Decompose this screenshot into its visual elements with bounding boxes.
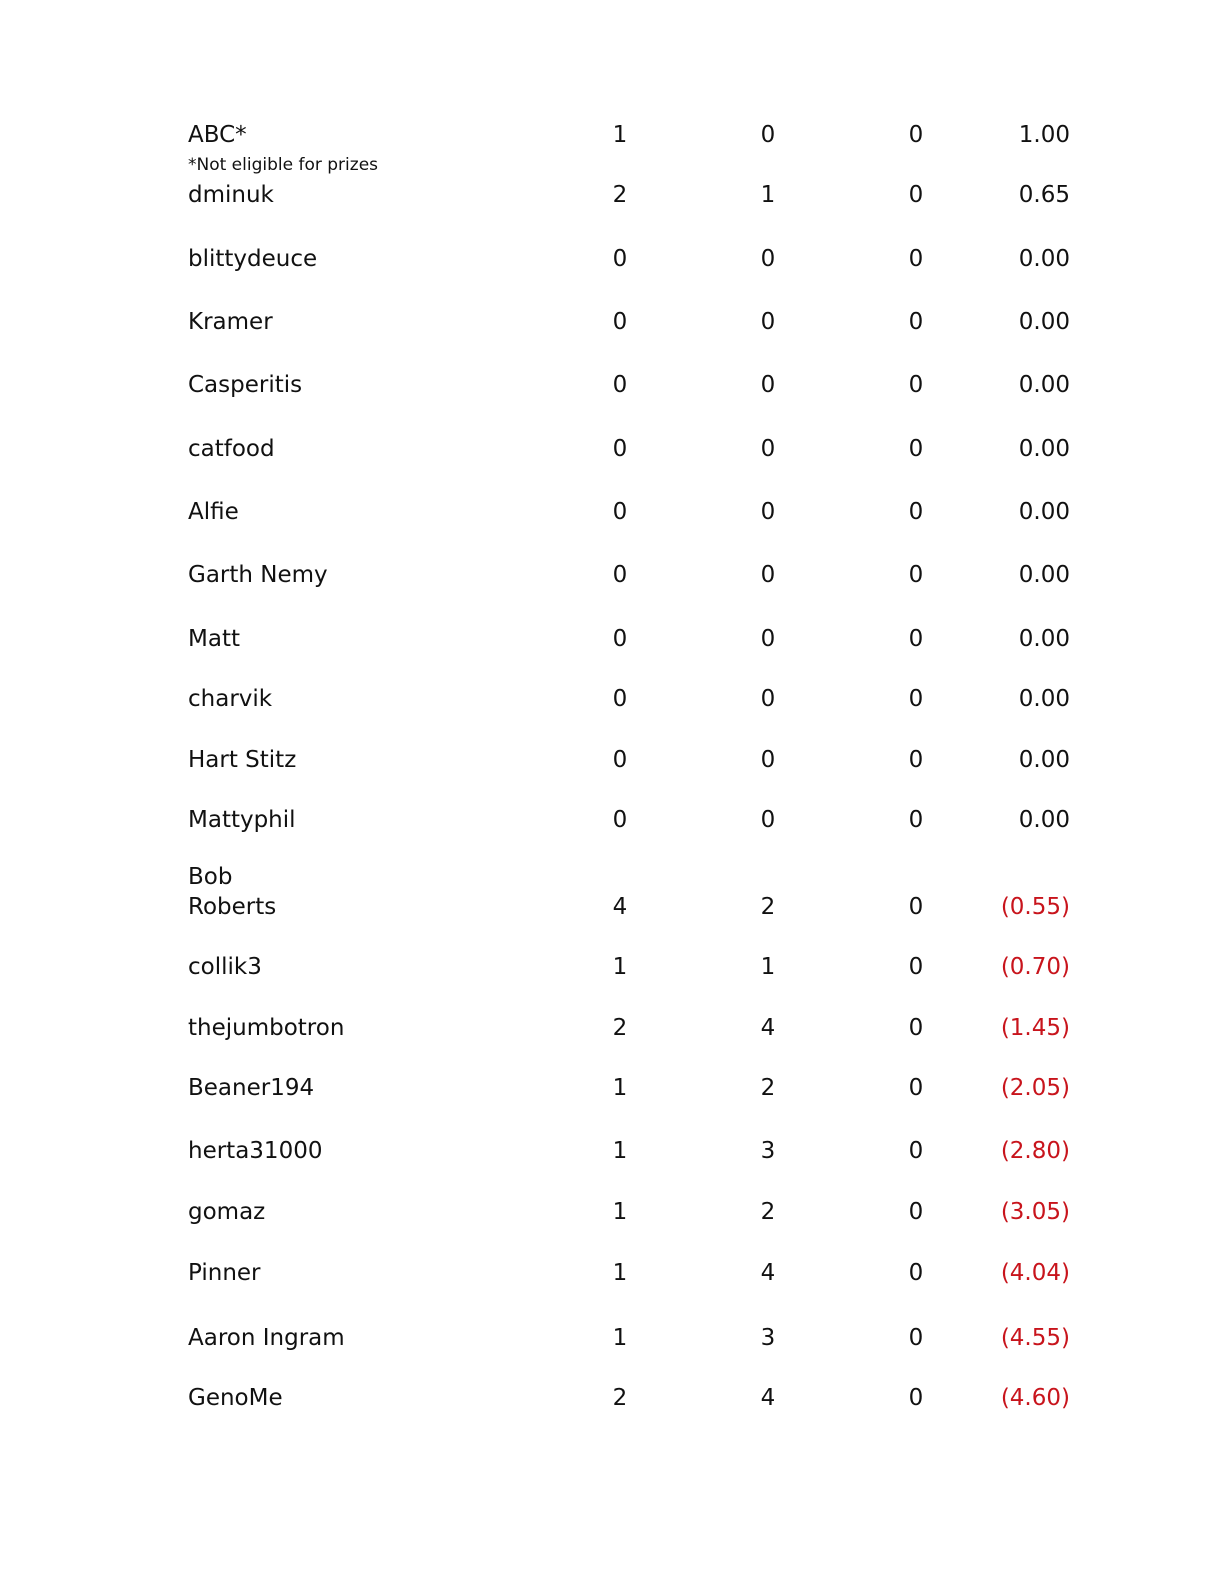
col-2-value: 4 (760, 1260, 776, 1286)
col-3-value: 0 (908, 1075, 924, 1101)
col-1-value: 0 (612, 309, 628, 335)
score-value: (1.45) (1000, 1015, 1070, 1041)
player-name: charvik (188, 686, 273, 712)
col-1-value: 1 (612, 122, 628, 148)
col-2-value: 0 (760, 436, 776, 462)
col-3-value: 0 (908, 1199, 924, 1225)
col-2-value: 0 (760, 499, 776, 525)
footnote: *Not eligible for prizes (188, 155, 379, 175)
col-3-value: 0 (908, 122, 924, 148)
col-2-value: 0 (760, 686, 776, 712)
col-3-value: 0 (908, 807, 924, 833)
table-row (0, 1378, 1224, 1418)
score-value: (4.04) (1000, 1260, 1070, 1286)
col-3-value: 0 (908, 1385, 924, 1411)
player-name: ABC* (188, 122, 247, 148)
score-value: 0.00 (1018, 686, 1070, 712)
col-2-value: 2 (760, 894, 776, 920)
player-name: Kramer (188, 309, 273, 335)
col-1-value: 2 (612, 1385, 628, 1411)
col-3-value: 0 (908, 747, 924, 773)
score-value: (4.60) (1000, 1385, 1070, 1411)
score-value: 0.00 (1018, 807, 1070, 833)
score-value: (2.80) (1000, 1138, 1070, 1164)
player-name: Aaron Ingram (188, 1325, 345, 1351)
col-3-value: 0 (908, 894, 924, 920)
score-value: 0.00 (1018, 436, 1070, 462)
player-name: Beaner194 (188, 1075, 315, 1101)
col-1-value: 0 (612, 562, 628, 588)
col-3-value: 0 (908, 686, 924, 712)
col-3-value: 0 (908, 562, 924, 588)
player-name: Roberts (188, 894, 277, 920)
col-2-value: 0 (760, 246, 776, 272)
col-2-value: 2 (760, 1075, 776, 1101)
col-3-value: 0 (908, 1260, 924, 1286)
col-3-value: 0 (908, 372, 924, 398)
table-row (0, 302, 1224, 342)
table-row (0, 740, 1224, 780)
table-row (0, 1318, 1224, 1358)
table-row (0, 1131, 1224, 1171)
col-3-value: 0 (908, 1015, 924, 1041)
table-row (0, 239, 1224, 279)
col-1-value: 0 (612, 246, 628, 272)
player-name: Pinner (188, 1260, 261, 1286)
table-row (0, 365, 1224, 405)
player-name: Hart Stitz (188, 747, 297, 773)
col-2-value: 0 (760, 807, 776, 833)
score-value: 0.00 (1018, 626, 1070, 652)
col-1-value: 4 (612, 894, 628, 920)
player-name-line1: Bob (188, 864, 233, 890)
score-value: 0.00 (1018, 309, 1070, 335)
col-1-value: 0 (612, 626, 628, 652)
col-3-value: 0 (908, 954, 924, 980)
score-value: (4.55) (1000, 1325, 1070, 1351)
col-3-value: 0 (908, 626, 924, 652)
col-1-value: 0 (612, 499, 628, 525)
player-name: herta31000 (188, 1138, 323, 1164)
table-row (0, 679, 1224, 719)
player-name: blittydeuce (188, 246, 318, 272)
table-row (0, 947, 1224, 987)
col-1-value: 0 (612, 747, 628, 773)
col-1-value: 1 (612, 1260, 628, 1286)
col-2-value: 4 (760, 1015, 776, 1041)
col-2-value: 0 (760, 372, 776, 398)
col-3-value: 0 (908, 499, 924, 525)
col-2-value: 0 (760, 747, 776, 773)
score-value: (3.05) (1000, 1199, 1070, 1225)
table-row (0, 1253, 1224, 1293)
table-row (0, 1068, 1224, 1108)
col-2-value: 0 (760, 626, 776, 652)
score-value: (2.05) (1000, 1075, 1070, 1101)
col-3-value: 0 (908, 246, 924, 272)
player-name: Garth Nemy (188, 562, 328, 588)
col-2-value: 1 (760, 954, 776, 980)
col-1-value: 1 (612, 1075, 628, 1101)
score-value: 0.00 (1018, 246, 1070, 272)
player-name: thejumbotron (188, 1015, 345, 1041)
col-1-value: 0 (612, 372, 628, 398)
col-1-value: 1 (612, 1138, 628, 1164)
player-name: Casperitis (188, 372, 303, 398)
table-row (0, 429, 1224, 469)
score-value: (0.55) (1000, 894, 1070, 920)
player-name: collik3 (188, 954, 262, 980)
col-1-value: 1 (612, 1199, 628, 1225)
score-value: 0.00 (1018, 499, 1070, 525)
score-value: 0.00 (1018, 747, 1070, 773)
table-row (0, 1008, 1224, 1048)
col-1-value: 1 (612, 954, 628, 980)
col-3-value: 0 (908, 436, 924, 462)
score-value: 1.00 (1018, 122, 1070, 148)
table-row (0, 800, 1224, 840)
score-value: 0.00 (1018, 562, 1070, 588)
col-1-value: 0 (612, 686, 628, 712)
col-1-value: 2 (612, 1015, 628, 1041)
score-value: 0.65 (1018, 182, 1070, 208)
col-2-value: 0 (760, 122, 776, 148)
player-name: gomaz (188, 1199, 266, 1225)
table-row (0, 115, 1224, 155)
col-2-value: 4 (760, 1385, 776, 1411)
player-name: catfood (188, 436, 275, 462)
score-value: (0.70) (1000, 954, 1070, 980)
col-2-value: 3 (760, 1325, 776, 1351)
col-2-value: 0 (760, 562, 776, 588)
col-3-value: 0 (908, 1138, 924, 1164)
table-row (0, 619, 1224, 659)
table-row (0, 1192, 1224, 1232)
col-2-value: 1 (760, 182, 776, 208)
table-row (0, 175, 1224, 215)
player-name: Mattyphil (188, 807, 296, 833)
table-row (0, 864, 1224, 927)
player-name: GenoMe (188, 1385, 283, 1411)
col-2-value: 2 (760, 1199, 776, 1225)
score-value: 0.00 (1018, 372, 1070, 398)
table-row (0, 555, 1224, 595)
col-2-value: 0 (760, 309, 776, 335)
col-3-value: 0 (908, 309, 924, 335)
col-1-value: 2 (612, 182, 628, 208)
player-name: dminuk (188, 182, 274, 208)
col-3-value: 0 (908, 1325, 924, 1351)
col-3-value: 0 (908, 182, 924, 208)
col-1-value: 0 (612, 436, 628, 462)
col-1-value: 1 (612, 1325, 628, 1351)
player-name: Matt (188, 626, 240, 652)
col-1-value: 0 (612, 807, 628, 833)
col-2-value: 3 (760, 1138, 776, 1164)
player-name: Alfie (188, 499, 239, 525)
table-row (0, 492, 1224, 532)
